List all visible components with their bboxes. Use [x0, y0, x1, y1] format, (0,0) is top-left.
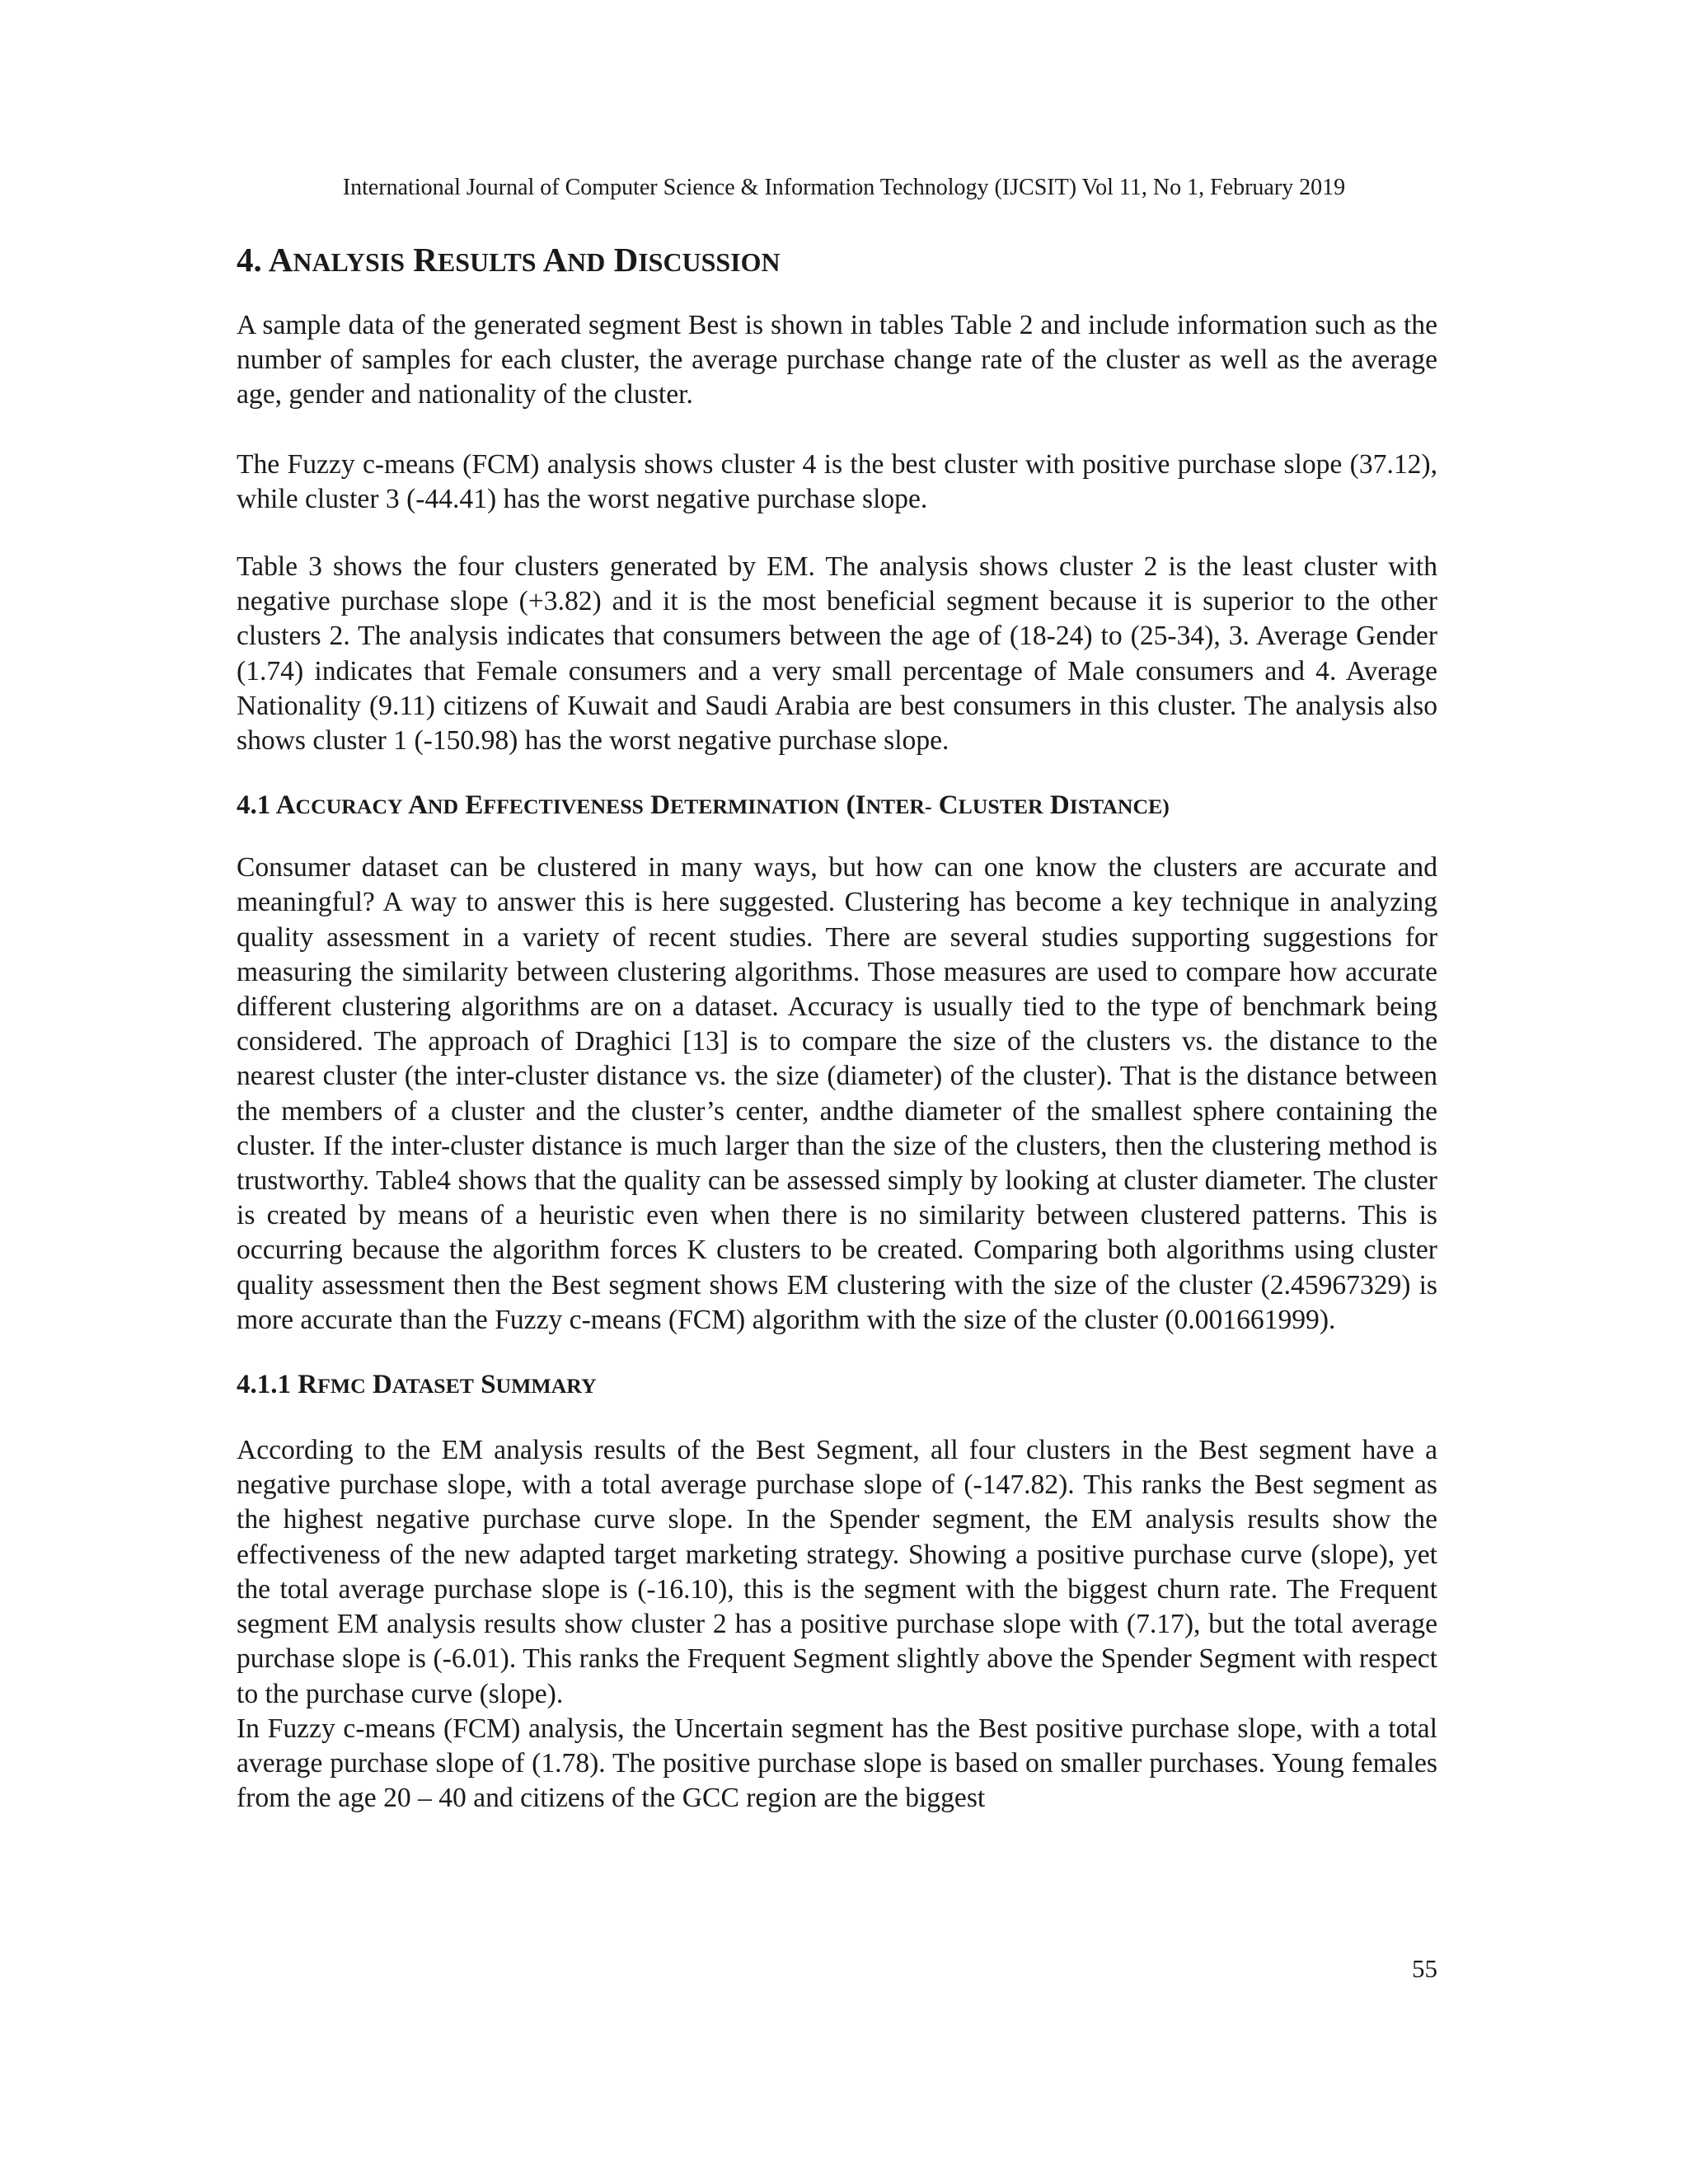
section-title: [276, 790, 1170, 820]
page-body: [237, 239, 1437, 1816]
heading-word: ACCURACY: [275, 790, 403, 821]
heading-word: AND: [408, 790, 459, 821]
body-paragraph: Table 3 shows the four clusters generated by EM. The analysis shows cluster 2 is the least cluster with negative purchase slope (+3.82) and it is the most beneficial segment because it is superior to the other clusters 2. The analysis indicates that consumers between the age of (18-24) to (25-34), 3. Average Gender (1.74) indicates that Female consumers and a very small percentage of Male consumers and 4. Average Nationality (9.11) citizens of Kuwait and Saudi Arabia are best consumers in this cluster. The analysis also shows cluster 1 (-150.98) has the worst negative purchase slope.: [237, 551, 1437, 757]
heading-word: ANALYSIS: [268, 241, 406, 279]
heading-word: CLUSTER: [938, 790, 1043, 821]
heading-word: SUMMARY: [481, 1370, 597, 1400]
section-title: [298, 1370, 596, 1399]
heading-word: RESULTS: [413, 241, 537, 279]
heading-word: DATASET: [372, 1370, 474, 1400]
heading-word: DISTANCE): [1049, 790, 1170, 821]
body-paragraph: The Fuzzy c-means (FCM) analysis shows cluster 4 is the best cluster with positive purchase slope (37.12), while cluster 3 (-44.41) has the worst negative purchase slope.: [237, 448, 1437, 514]
section-4-1-heading: [237, 788, 1437, 824]
heading-word: AND: [542, 241, 606, 279]
section-title: [269, 241, 781, 279]
section-4-1-1-heading: [237, 1367, 1437, 1404]
running-header: International Journal of Computer Science & Information Technology (IJCSIT) Vol 11, No 1, February 2019: [342, 175, 1346, 200]
heading-word: DETERMINATION: [650, 790, 840, 821]
page-number: 55: [1412, 1954, 1437, 1983]
body-paragraph: Consumer dataset can be clustered in many ways, but how can one know the clusters are accurate and meaningful? A way to answer this is here suggested. Clustering has become a key technique in analyzing quality assessment in a variety of recent studies. There are several studies supporting suggestions for measuring the similarity between clustering algorithms. Those measures are used to compare how accurate different clustering algorithms are on a dataset. Accuracy is usually tied to the type of benchmark being considered. The approach of Draghici [13] is to compare the size of the clusters vs. the distance to the nearest cluster (the inter-cluster distance vs. the size (diameter) of the cluster). That is the distance between the members of a cluster and the cluster’s center, andthe diameter of the smallest sphere containing the cluster. If the inter-cluster distance is much larger than the size of the clusters, then the clustering method is trustworthy. Table4 shows that the quality can be assessed simply by looking at cluster diameter. The cluster is created by means of a heuristic even when there is no similarity between clustered patterns. This is occurring because the algorithm forces K clusters to be created. Comparing both algorithms using cluster quality assessment then the Best segment shows EM clustering with the size of the cluster (2.45967329) is more accurate than the Fuzzy c-means (FCM) algorithm with the size of the cluster (0.001661999).: [237, 852, 1437, 1335]
heading-word: EFFECTIVENESS: [465, 790, 644, 821]
section-4-heading: [237, 239, 1437, 284]
heading-word: RFMC: [298, 1370, 366, 1400]
section-number: 4.1.1: [237, 1370, 291, 1400]
body-paragraph: According to the EM analysis results of the Best Segment, all four clusters in the Best segment have a negative purchase slope, with a total average purchase slope of (-147.82). This ranks the Best segment as the highest negative purchase curve slope. In the Spender segment, the EM analysis results show the effectiveness of the new adapted target marketing strategy. Showing a positive purchase curve (slope), yet the total average purchase slope is (-16.10), this is the segment with the biggest churn rate. The Frequent segment EM analysis results show cluster 2 has a positive purchase slope with (7.17), but the total average purchase slope is (-6.01). This ranks the Frequent Segment slightly above the Spender Segment with respect to the purchase curve (slope).: [237, 1435, 1437, 1709]
section-number: 4.: [237, 241, 262, 279]
heading-word: DISCUSSION: [613, 241, 781, 279]
section-number: 4.1: [237, 790, 271, 821]
body-paragraph: In Fuzzy c-means (FCM) analysis, the Uncertain segment has the Best positive purchase slope, with a total average purchase slope of (1.78). The positive purchase slope is based on smaller purchases. Young females from the age 20 – 40 and citizens of the GCC region are the biggest: [237, 1713, 1437, 1814]
body-paragraph: A sample data of the generated segment Best is shown in tables Table 2 and include information such as the number of samples for each cluster, the average purchase change rate of the cluster as well as the average age, gender and nationality of the cluster.: [237, 310, 1437, 410]
heading-word: (INTER-: [846, 790, 932, 821]
